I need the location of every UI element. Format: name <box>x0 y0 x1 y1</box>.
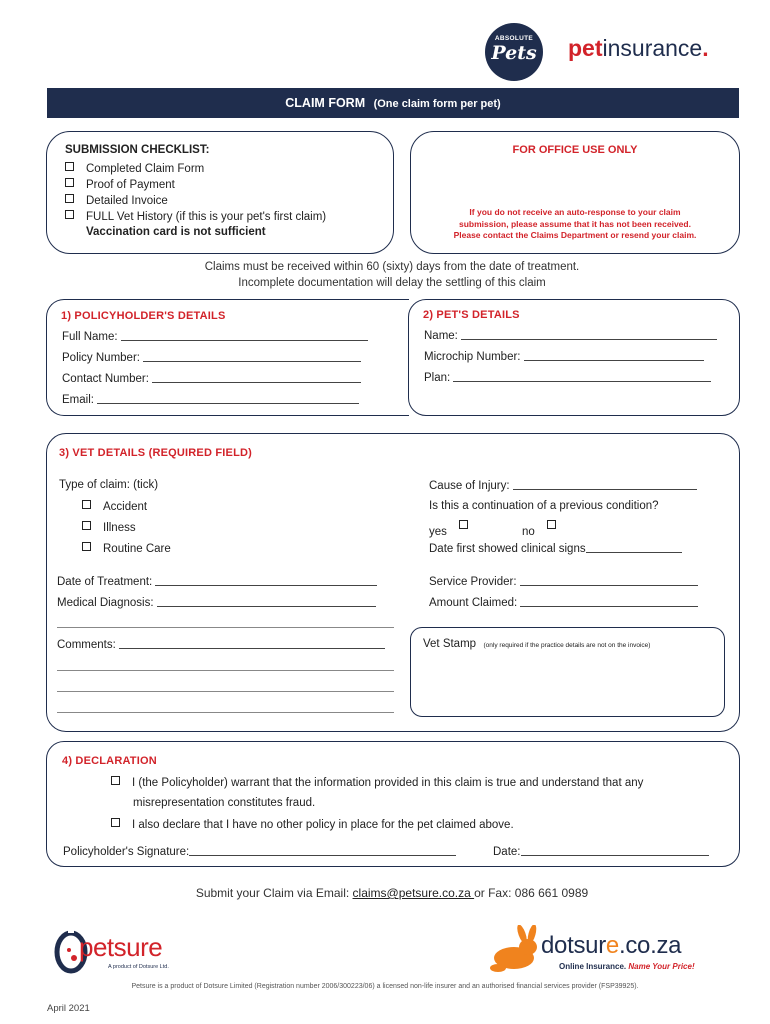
page-title: CLAIM FORM <box>285 96 366 110</box>
full-name-field[interactable]: Full Name: <box>62 330 368 343</box>
legal-text: Petsure is a product of Dotsure Limited (Registration number 2006/300223/06) a licensed non-life insurer and an authorised financial services provider (FSP39925). <box>131 983 639 990</box>
continuation-no[interactable]: no <box>522 520 568 538</box>
claims-email-link[interactable]: claims@petsure.co.za <box>352 886 475 900</box>
type-of-claim-label: Type of claim: (tick) <box>59 479 159 491</box>
absolute-pets-logo: ABSOLUTE Pets <box>485 23 543 81</box>
declaration-warrant-text: misrepresentation constitutes fraud. <box>133 797 316 809</box>
declaration-other-policy-checkbox[interactable]: I also declare that I have no other policy in place for the pet claimed above. <box>111 818 514 831</box>
submission-checklist-box <box>46 131 394 254</box>
date-field[interactable]: Date: <box>493 845 709 858</box>
date-of-treatment-field[interactable]: Date of Treatment: <box>57 575 377 588</box>
revision-date: April 2021 <box>47 1003 90 1014</box>
amount-claimed-field[interactable]: Amount Claimed: <box>429 596 698 609</box>
pet-title: 2) PET'S DETAILS <box>423 309 520 321</box>
declaration-title: 4) DECLARATION <box>62 755 157 767</box>
vet-stamp-note: (only required if the practice details are not on the invoice) <box>483 642 651 649</box>
declaration-box <box>46 741 740 867</box>
checklist-item[interactable]: Completed Claim Form <box>65 162 204 175</box>
checklist-item[interactable]: Proof of Payment <box>65 178 175 191</box>
policyholder-title: 1) POLICYHOLDER'S DETAILS <box>61 310 226 322</box>
accident-checkbox[interactable]: Accident <box>82 500 147 513</box>
cause-of-injury-field[interactable]: Cause of Injury: <box>429 479 697 492</box>
continuation-yes[interactable]: yes <box>429 520 480 538</box>
contact-number-field[interactable]: Contact Number: <box>62 372 361 385</box>
service-provider-field[interactable]: Service Provider: <box>429 575 698 588</box>
dotsure-logo: dotsure.co.za Online Insurance. Name Your Price! <box>488 925 724 977</box>
checklist-note: Vaccination card is not sufficient <box>86 226 266 238</box>
checklist-item[interactable]: FULL Vet History (if this is your pet's first claim) <box>65 210 326 223</box>
microchip-field[interactable]: Microchip Number: <box>424 350 704 363</box>
checklist-item[interactable]: Detailed Invoice <box>65 194 168 207</box>
illness-checkbox[interactable]: Illness <box>82 521 136 534</box>
routine-care-checkbox[interactable]: Routine Care <box>82 542 171 555</box>
office-use-box <box>410 131 740 254</box>
vet-stamp-label: Vet Stamp <box>423 638 477 650</box>
comments-field[interactable]: Comments: <box>57 638 385 651</box>
vet-title: 3) VET DETAILS (REQUIRED FIELD) <box>59 447 253 459</box>
comments-line[interactable] <box>57 691 394 692</box>
policy-number-field[interactable]: Policy Number: <box>62 351 361 364</box>
pet-details-box <box>408 299 740 416</box>
petsure-logo: petsure A product of Dotsure Ltd. <box>52 928 192 976</box>
vet-details-box <box>46 433 740 732</box>
continuation-question: Is this a continuation of a previous condition? <box>429 500 659 512</box>
policyholder-details-box <box>46 299 409 416</box>
claims-notice: Claims must be received within 60 (sixty) days from the date of treatment. Incomplete documentation will delay the settling of this claim <box>204 261 580 289</box>
petinsurance-logo: petinsurance. <box>568 35 709 61</box>
rabbit-icon <box>488 925 544 975</box>
email-field[interactable]: Email: <box>62 393 359 406</box>
plan-field[interactable]: Plan: <box>424 371 711 384</box>
vet-stamp-box[interactable] <box>410 627 725 717</box>
comments-line[interactable] <box>57 670 394 671</box>
comments-line-top <box>57 627 394 628</box>
submit-line: Submit your Claim via Email: claims@petsure.co.za or Fax: 086 661 0989 <box>195 886 589 900</box>
comments-line[interactable] <box>57 712 394 713</box>
office-use-note: If you do not receive an auto-response to your claim submission, please assume that it has not been received. Please contact the Claims Department or resend your claim. <box>453 207 697 240</box>
pet-name-field[interactable]: Name: <box>424 329 717 342</box>
title-bar <box>47 88 739 118</box>
page-subtitle: (One claim form per pet) <box>373 98 501 110</box>
checklist-title: SUBMISSION CHECKLIST: <box>65 144 210 156</box>
declaration-warrant-checkbox[interactable]: I (the Policyholder) warrant that the information provided in this claim is true and understand that any <box>111 776 643 789</box>
signature-field[interactable]: Policyholder's Signature: <box>63 845 456 858</box>
medical-diagnosis-field[interactable]: Medical Diagnosis: <box>57 596 376 609</box>
first-signs-field[interactable]: Date first showed clinical signs <box>429 542 682 555</box>
office-use-title: FOR OFFICE USE ONLY <box>512 144 638 156</box>
